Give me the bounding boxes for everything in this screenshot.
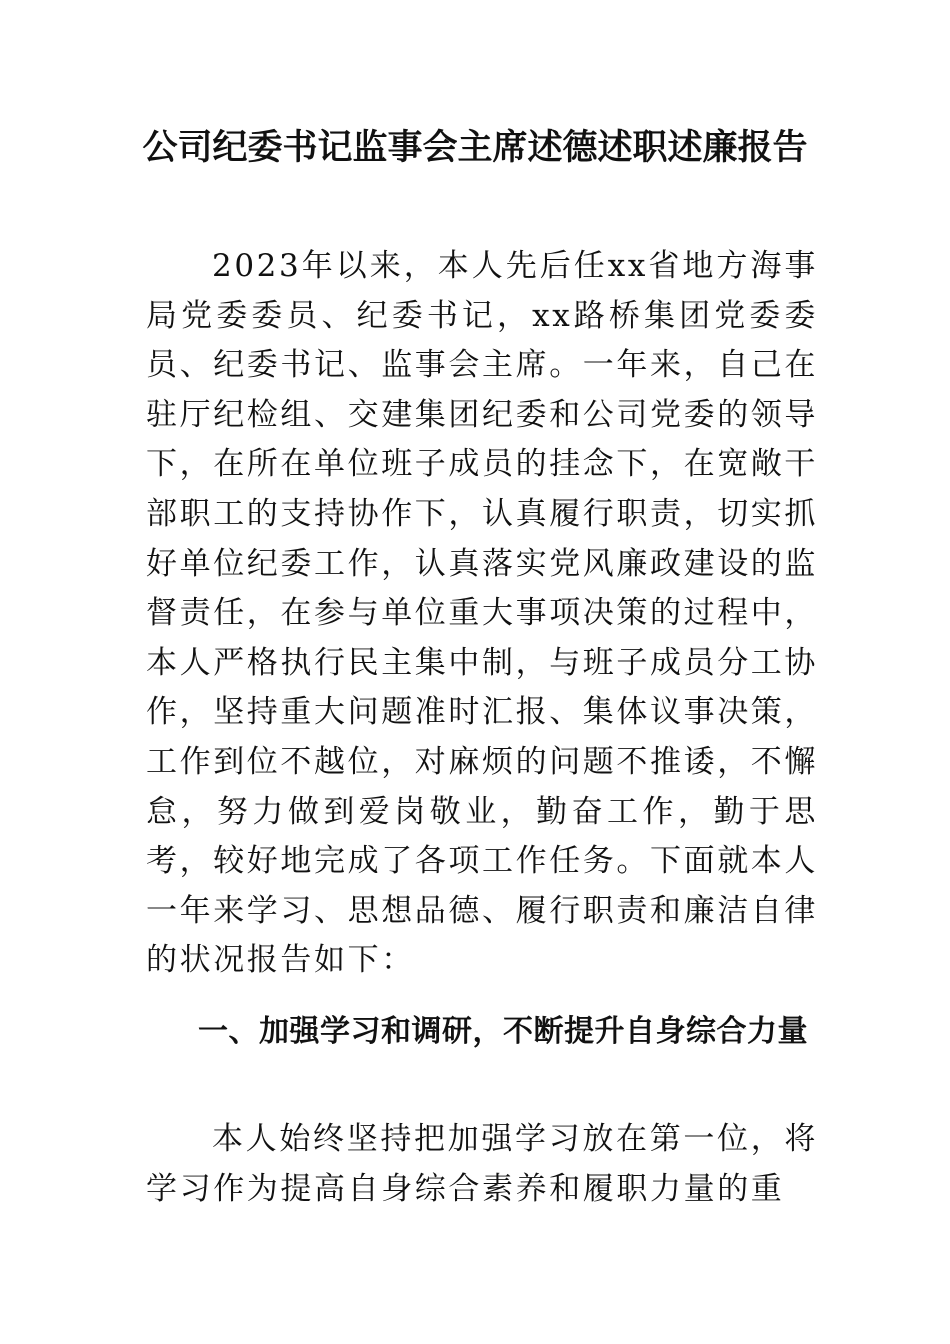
section-heading-1: 一、加强学习和调研，不断提升自身综合力量 — [198, 1014, 808, 1049]
body-paragraph-intro: 2023年以来，本人先后任xx省地方海事局党委委员、纪委书记，xx路桥集团党委委员、纪委书记、监事会主席。一年来，自己在驻厅纪检组、交建集团纪委和公司党委的领导下，在所在单位班子成员的挂念下，在宽敞干部职工的支持协作下，认真履行职责，切实抓好单位纪委工作，认真落实党风廉政建设的监督责任，在参与单位重大事项决策的过程中，本人严格执行民主集中制，与班子成员分工协作，坚持重大问题准时汇报、集体议事决策，工作到位不越位，对麻烦的问题不推诿，不懈怠，努力做到爱岗敬业，勤奋工作，勤于思考，较好地完成了各项工作任务。下面就本人一年来学习、思想品德、履行职责和廉洁自律的状况报告如下： — [146, 248, 818, 979]
document-title: 公司纪委书记监事会主席述德述职述廉报告 — [142, 128, 808, 168]
body-paragraph-study: 本人始终坚持把加强学习放在第一位，将学习作为提高自身综合素养和履职力量的重 — [146, 1121, 818, 1207]
